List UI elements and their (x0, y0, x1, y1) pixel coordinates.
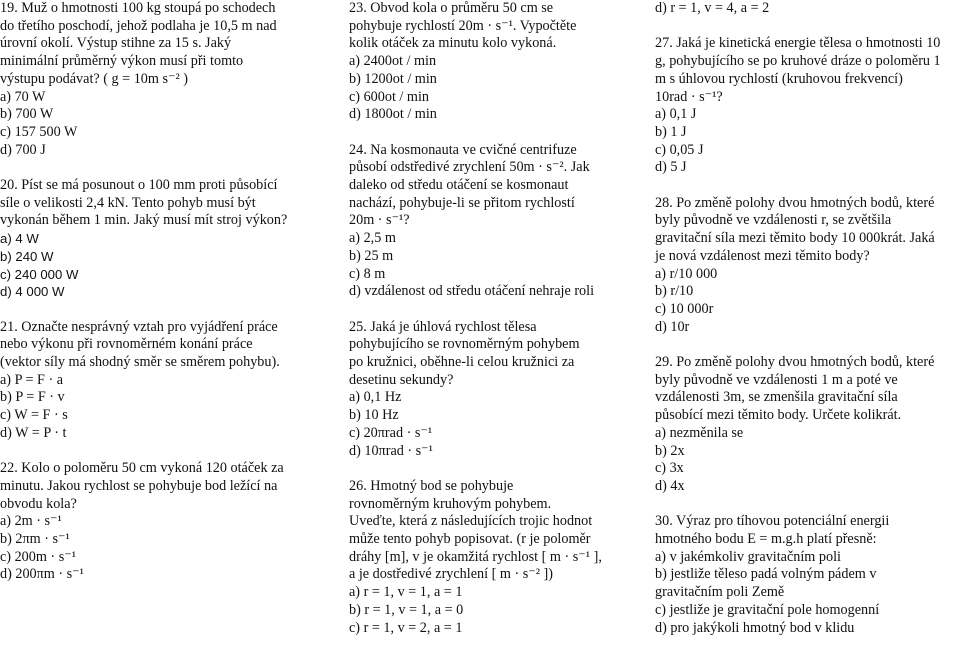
option-a: a) 4 W (0, 231, 39, 247)
question-text-line: byly původně ve vzdálenosti r, se zvětšila (655, 212, 892, 229)
question-text-line: gravitační síla mezi těmito body 10 000krát. Jaká (655, 230, 935, 247)
question-text-line: obvodu kola? (0, 495, 77, 512)
question-text-line: 24. Na kosmonauta ve cvičné centrifuze (349, 141, 577, 158)
question-text-line: je nová vzdálenost mezi těmito body? (655, 247, 870, 264)
option-b: b) 1200ot / min (349, 70, 437, 87)
question-text-line: byly původně ve vzdálenosti 1 m a poté ve (655, 371, 898, 388)
column-3 (655, 0, 960, 637)
option-a: a) 2400ot / min (349, 53, 437, 70)
option-c: c) 0,05 J (655, 141, 704, 158)
question-text-line: 10rad · s⁻¹? (655, 88, 723, 105)
question-23 (349, 0, 634, 124)
option-a: a) 2m · s⁻¹ (0, 513, 62, 530)
question-text-line: pohybujícího se rovnoměrným pohybem (349, 336, 580, 353)
option-d: d) 10πrad · s⁻¹ (349, 442, 433, 459)
question-text-line: m s úhlovou rychlostí (kruhovou frekvencí) (655, 70, 903, 87)
option-d: d) 1800ot / min (349, 106, 437, 123)
option-d: d) 5 J (655, 159, 687, 176)
column-2 (349, 0, 634, 637)
option-b: b) 2πm · s⁻¹ (0, 531, 70, 548)
question-text-line: hmotného bodu E = m.g.h platí přesně: (655, 531, 877, 548)
question-text-line: nebo výkonu při rovnoměrném konání práce (0, 336, 253, 353)
question-text-line: nachází, pohybuje-li se přitom rychlostí (349, 194, 575, 211)
option-c: c) 3x (655, 460, 684, 477)
question-text-line: 20m · s⁻¹? (349, 212, 410, 229)
option-c: c) 8 m (349, 265, 386, 282)
question-27 (655, 35, 960, 177)
option-d: d) pro jakýkoli hmotný bod v klidu (655, 619, 855, 636)
question-text-line: síle o velikosti 2,4 kN. Tento pohyb musí být (0, 194, 256, 211)
question-text-line: vzdálenosti 3m, se zmenšila gravitační síla (655, 389, 898, 406)
question-25 (349, 319, 634, 461)
option-d: d) W = P · t (0, 424, 67, 441)
question-text-line: minimální průměrný výkon musí při tomto (0, 53, 244, 70)
option-a: a) 0,1 J (655, 106, 697, 123)
option-c: c) 200m · s⁻¹ (0, 548, 76, 565)
question-text-line: 22. Kolo o poloměru 50 cm vykoná 120 otáček za (0, 460, 284, 477)
option-d: d) 200πm · s⁻¹ (0, 566, 84, 583)
question-29 (655, 354, 960, 496)
option-c: c) 10 000r (655, 300, 714, 317)
question-text-line: 27. Jaká je kinetická energie tělesa o hmotnosti 10 (655, 35, 941, 52)
question-22 (0, 460, 315, 584)
option-b: b) 240 W (0, 248, 54, 264)
question-text-line: 29. Po změně polohy dvou hmotných bodů, které (655, 354, 935, 371)
question-text-line: po kružnici, oběhne-li celou kružnici za (349, 354, 575, 371)
option-c: c) W = F · s (0, 407, 68, 424)
option-d: d) 4 000 W (0, 284, 65, 300)
question-24 (349, 142, 634, 301)
question-text-line: g, pohybujícího se po kruhové dráze o poloměru 1 (655, 53, 941, 70)
question-text-line: do třetího poschodí, jehož podlaha je 10,5 m nad (0, 17, 277, 34)
question-26 (349, 478, 634, 637)
option-b: b) 2x (655, 442, 685, 459)
question-text-line: může tento pohyb popisovat. (r je poloměr (349, 531, 591, 548)
option-a: a) 0,1 Hz (349, 389, 402, 406)
question-text-line: a je dostředivé zrychlení [ m · s⁻² ]) (349, 566, 553, 583)
option-a: a) r = 1, v = 1, a = 1 (349, 584, 463, 601)
question-text-line: 25. Jaká je úhlová rychlost tělesa (349, 318, 537, 335)
question-text-line: vykonán během 1 min. Jaký musí mít stroj výkon? (0, 212, 288, 229)
option-c: c) 240 000 W (0, 266, 79, 282)
option-a: a) 70 W (0, 88, 46, 105)
option-a: a) r/10 000 (655, 265, 718, 282)
question-text-line: 19. Muž o hmotnosti 100 kg stoupá po schodech (0, 0, 276, 16)
option-a: a) nezměnila se (655, 424, 744, 441)
option-b: b) 1 J (655, 123, 687, 140)
question-text-line: výstupu podávat? ( g = 10m s⁻² ) (0, 70, 188, 87)
question-text-line: 26. Hmotný bod se pohybuje (349, 477, 514, 494)
question-text-line: dráhy [m], v je okamžitá rychlost [ m · s⁻¹ ], (349, 548, 602, 565)
option-b: b) 700 W (0, 106, 54, 123)
question-text-line: kolik otáček za minutu kolo vykoná. (349, 35, 557, 52)
option-c: c) 157 500 W (0, 123, 78, 140)
question-text-line: úrovní okolí. Výstup stihne za 15 s. Jaký (0, 35, 232, 52)
question-text-line: 23. Obvod kola o průměru 50 cm se (349, 0, 554, 16)
option-d: d) r = 1, v = 4, a = 2 (655, 0, 770, 16)
question-30 (655, 513, 960, 637)
question-19 (0, 0, 315, 159)
question-text-line: 30. Výraz pro tíhovou potenciální energii (655, 513, 890, 530)
question-text-line: rovnoměrným kruhovým pohybem. (349, 495, 552, 512)
option-c: c) jestliže je gravitační pole homogenní (655, 601, 880, 618)
option-d: d) 4x (655, 477, 685, 494)
option-b: b) jestliže těleso padá volným pádem v (655, 566, 877, 583)
question-text-line: 20. Píst se má posunout o 100 mm proti působící (0, 177, 278, 194)
question-text-line: Uveďte, která z následujících trojic hodnot (349, 513, 593, 530)
option-c: c) 20πrad · s⁻¹ (349, 424, 433, 441)
question-text-line: daleko od středu otáčení se kosmonaut (349, 177, 569, 194)
question-21 (0, 319, 315, 443)
option-c: c) r = 1, v = 2, a = 1 (349, 619, 463, 636)
option-a: a) 2,5 m (349, 230, 396, 247)
option-b-continued: gravitačním poli Země (655, 584, 785, 601)
column-1 (0, 0, 315, 584)
question-text-line: desetinu sekundy? (349, 371, 454, 388)
option-a: a) v jakémkoliv gravitačním poli (655, 548, 841, 565)
question-text-line: působí odstředivé zrychlení 50m · s⁻². Jak (349, 159, 590, 176)
option-d: d) 700 J (0, 141, 46, 158)
question-text-line: působící mezi těmito body. Určete kolikrát. (655, 407, 902, 424)
question-28 (655, 195, 960, 337)
option-b: b) r/10 (655, 283, 694, 300)
question-text-line: 21. Označte nesprávný vztah pro vyjádření práce (0, 318, 278, 335)
option-c: c) 600ot / min (349, 88, 429, 105)
option-b: b) P = F · v (0, 389, 65, 406)
question-text-line: (vektor síly má shodný směr se směrem pohybu). (0, 354, 280, 371)
question-text-line: pohybuje rychlostí 20m · s⁻¹. Vypočtěte (349, 17, 577, 34)
option-b: b) 10 Hz (349, 407, 399, 424)
question-text-line: minutu. Jakou rychlost se pohybuje bod ležící na (0, 477, 278, 494)
option-b: b) r = 1, v = 1, a = 0 (349, 601, 464, 618)
question-20 (0, 177, 315, 301)
option-b: b) 25 m (349, 247, 394, 264)
option-a: a) P = F · a (0, 371, 64, 388)
question-text-line: 28. Po změně polohy dvou hmotných bodů, které (655, 194, 935, 211)
option-d: d) vzdálenost od středu otáčení nehraje roli (349, 283, 595, 300)
option-d: d) 10r (655, 318, 690, 335)
